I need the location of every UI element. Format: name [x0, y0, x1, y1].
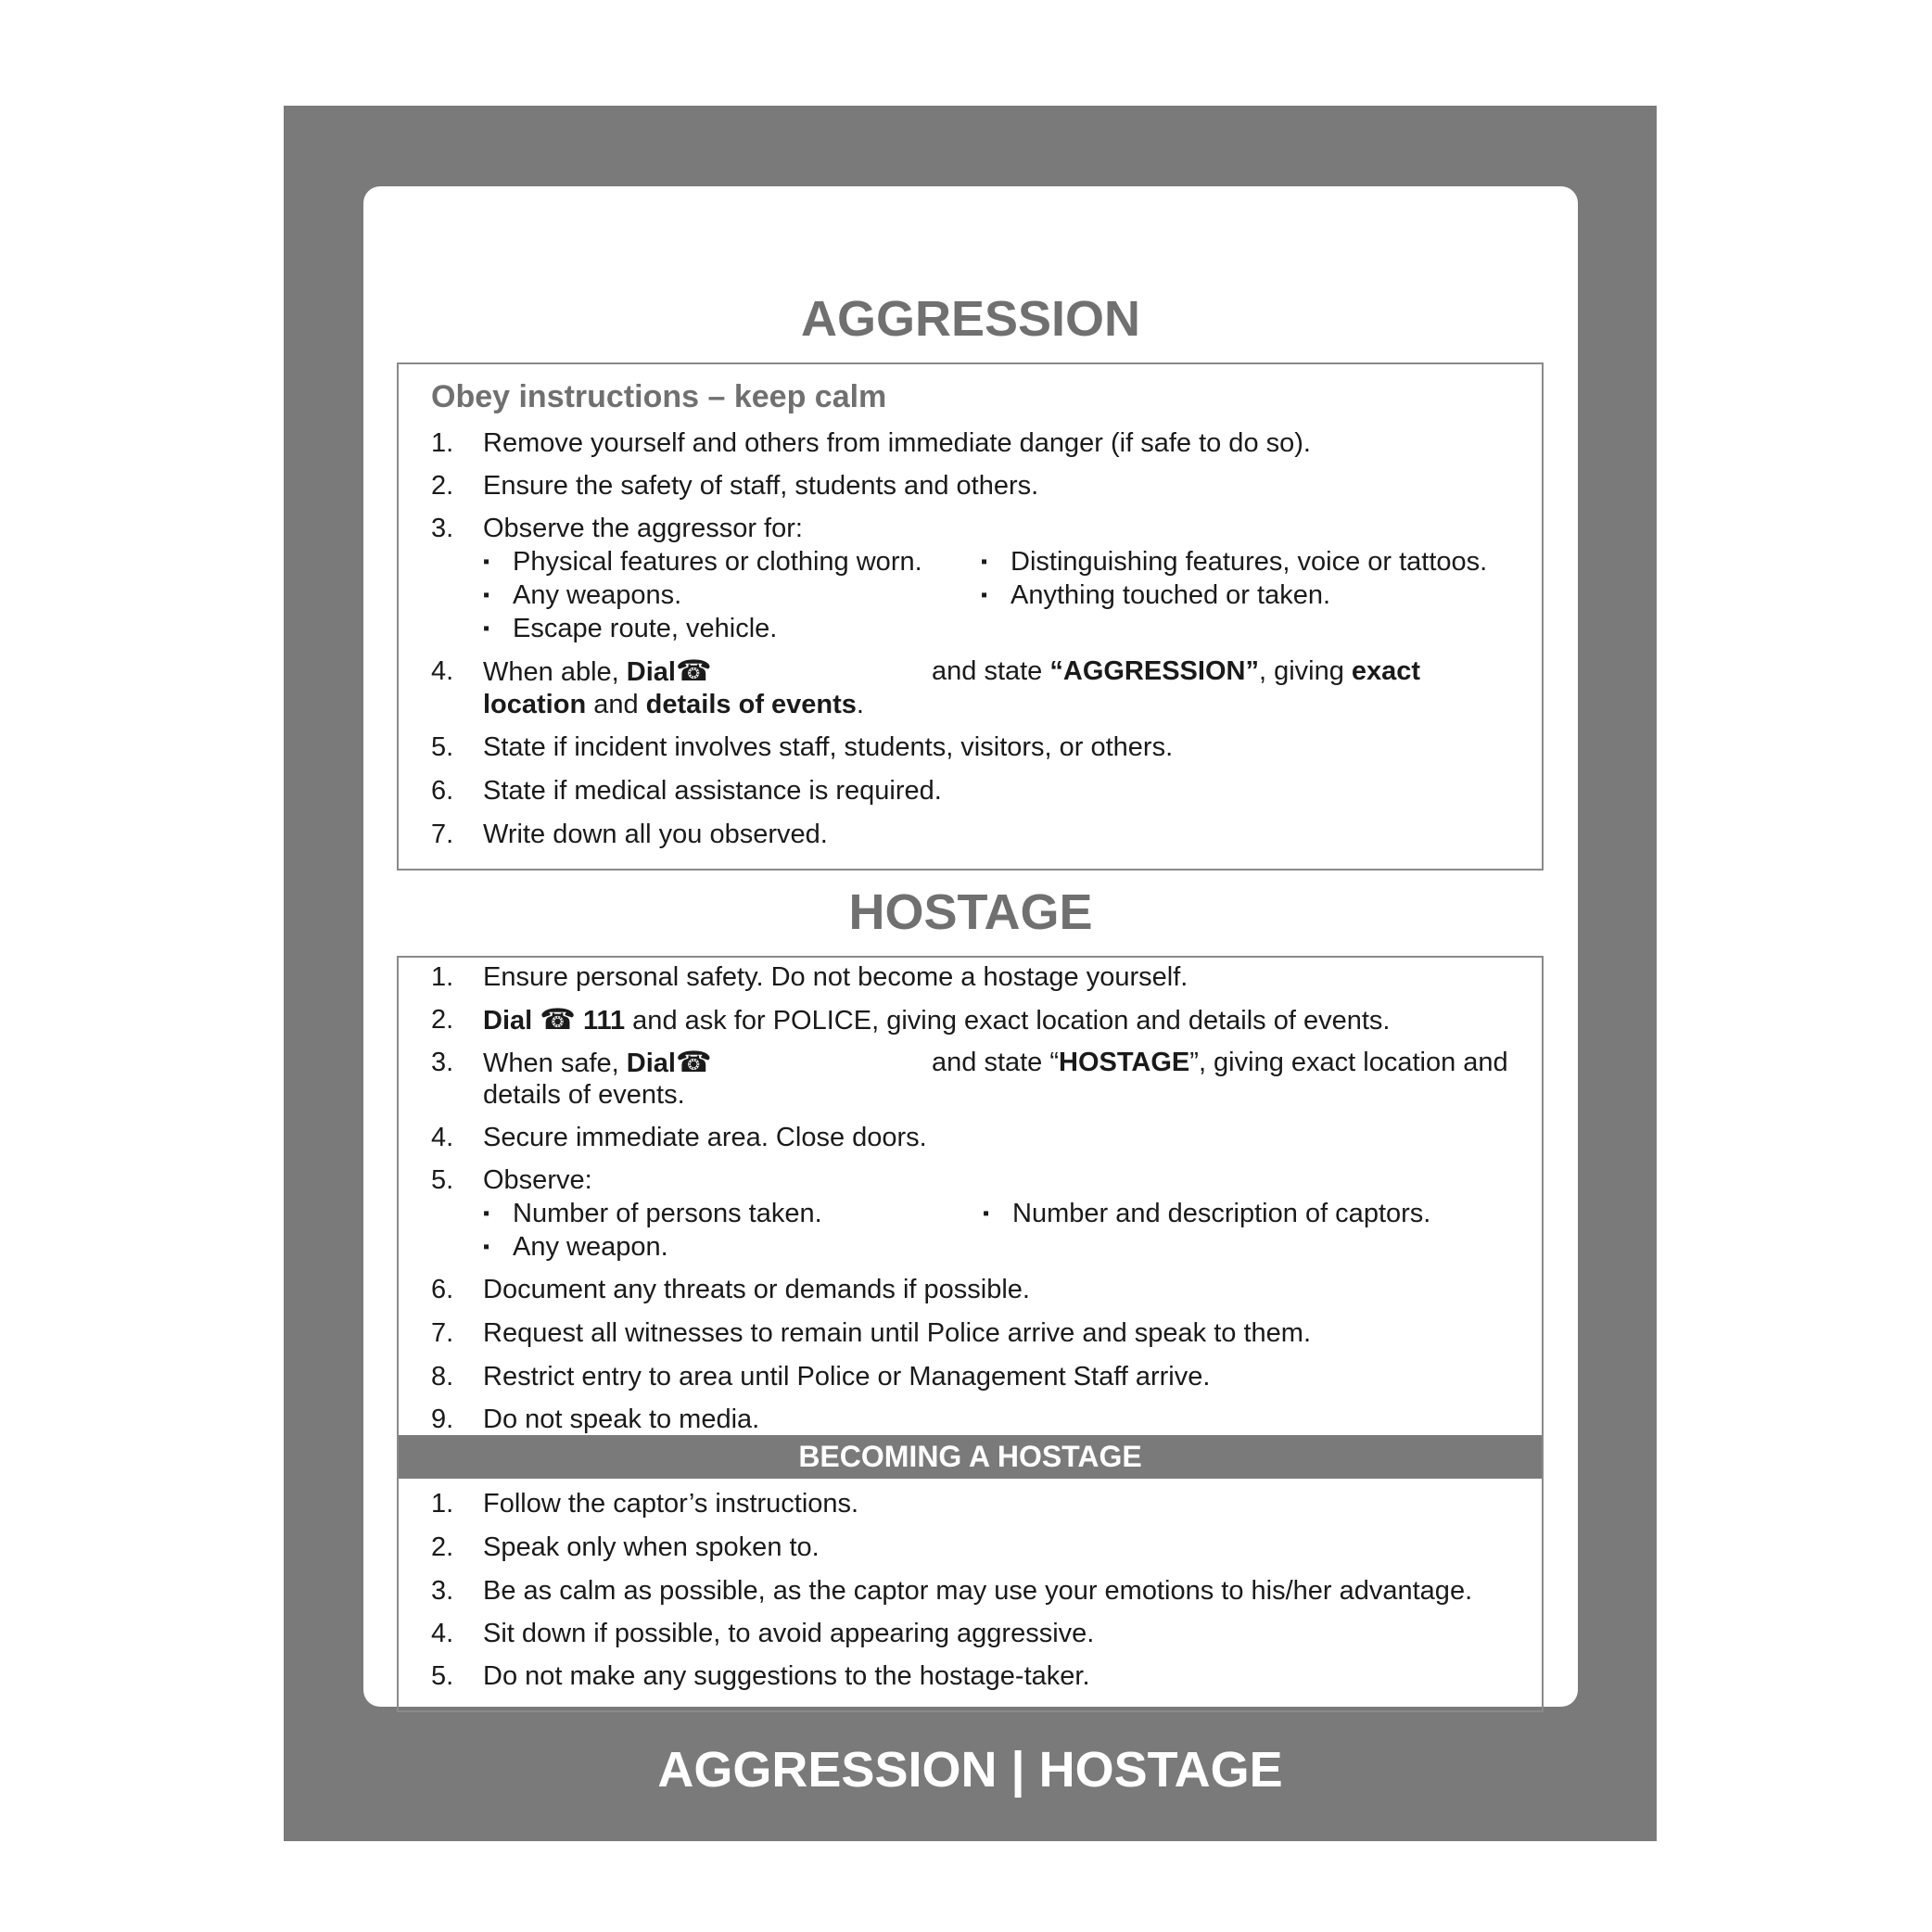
observe-bullet: ▪ Escape route, vehicle. — [483, 613, 777, 644]
hostage-title: HOSTAGE — [848, 884, 1093, 940]
list-item: Restrict entry to area until Police or Management Staff arrive. — [483, 1362, 1211, 1392]
list-number: 1. — [431, 1489, 454, 1519]
observe-bullet: ▪ Number of persons taken. — [483, 1198, 822, 1229]
list-number: 1. — [431, 428, 454, 458]
list-item: Sit down if possible, to avoid appearing aggressive. — [483, 1619, 1095, 1648]
list-item: When safe, Dial☎ — [483, 1046, 712, 1078]
list-item: Do not speak to media. — [483, 1405, 760, 1434]
telephone-icon: ☎ — [675, 655, 712, 687]
observe-bullet: ▪ Any weapon. — [483, 1231, 668, 1263]
list-number: 7. — [431, 1318, 454, 1348]
list-number: 2. — [431, 471, 454, 501]
list-number: 5. — [431, 1661, 454, 1691]
aggression-title: AGGRESSION — [800, 291, 1141, 347]
list-item: Follow the captor’s instructions. — [483, 1489, 859, 1519]
list-number: 1. — [431, 962, 454, 992]
list-number: 4. — [431, 1619, 454, 1648]
becoming-hostage-banner: BECOMING A HOSTAGE — [399, 1435, 1542, 1479]
list-item: Ensure personal safety. Do not become a hostage yourself. — [483, 962, 1188, 992]
list-number: 3. — [431, 1576, 454, 1606]
list-item: State if incident involves staff, students, visitors, or others. — [483, 732, 1174, 762]
observe-bullet: ▪ Number and description of captors. — [983, 1198, 1430, 1229]
list-item: details of events. — [483, 1080, 685, 1110]
list-number: 2. — [431, 1005, 454, 1035]
list-item: Be as calm as possible, as the captor may use your emotions to his/her advantage. — [483, 1576, 1473, 1606]
list-item: location and details of events. — [483, 690, 864, 719]
observe-bullet: ▪ Physical features or clothing worn. — [483, 546, 922, 578]
list-number: 3. — [431, 514, 454, 543]
list-number: 2. — [431, 1532, 454, 1562]
list-item: Dial ☎ 111 and ask for POLICE, giving exact location and details of events. — [483, 1003, 1391, 1036]
list-item: Request all witnesses to remain until Police arrive and speak to them. — [483, 1318, 1311, 1348]
list-item: Speak only when spoken to. — [483, 1532, 820, 1562]
list-number: 7. — [431, 820, 454, 849]
list-number: 9. — [431, 1405, 454, 1434]
list-number: 5. — [431, 1165, 454, 1195]
list-item: Write down all you observed. — [483, 820, 828, 849]
footer-title: AGGRESSION | HOSTAGE — [657, 1742, 1283, 1798]
list-item: State if medical assistance is required. — [483, 776, 942, 806]
page-frame — [284, 106, 1657, 1841]
list-item: and state “AGGRESSION”, giving exact — [932, 656, 1421, 686]
observe-bullet: ▪ Anything touched or taken. — [981, 579, 1330, 611]
content-card — [363, 186, 1578, 1707]
telephone-icon: ☎ — [540, 1003, 576, 1036]
aggression-subtitle: Obey instructions – keep calm — [431, 379, 887, 414]
list-item: Do not make any suggestions to the hostage-taker. — [483, 1661, 1090, 1691]
list-number: 5. — [431, 732, 454, 762]
list-number: 4. — [431, 1123, 454, 1152]
observe-bullet: ▪ Distinguishing features, voice or tattoos. — [981, 546, 1487, 578]
list-number: 6. — [431, 776, 454, 806]
aggression-box — [397, 362, 1544, 871]
list-item: Ensure the safety of staff, students and others. — [483, 471, 1039, 501]
list-number: 4. — [431, 656, 454, 686]
observe-bullet: ▪ Any weapons. — [483, 579, 681, 611]
list-number: 6. — [431, 1275, 454, 1304]
hostage-box — [397, 956, 1544, 1712]
list-item: Secure immediate area. Close doors. — [483, 1123, 927, 1152]
list-item: Observe the aggressor for: — [483, 514, 803, 543]
list-item: When able, Dial☎ — [483, 655, 712, 687]
list-number: 8. — [431, 1362, 454, 1392]
list-item: Remove yourself and others from immediate danger (if safe to do so). — [483, 428, 1311, 458]
telephone-icon: ☎ — [675, 1046, 712, 1078]
list-item: and state “HOSTAGE”, giving exact location and — [932, 1048, 1508, 1077]
list-item: Document any threats or demands if possible. — [483, 1275, 1030, 1304]
list-item: Observe: — [483, 1165, 592, 1195]
list-number: 3. — [431, 1048, 454, 1077]
